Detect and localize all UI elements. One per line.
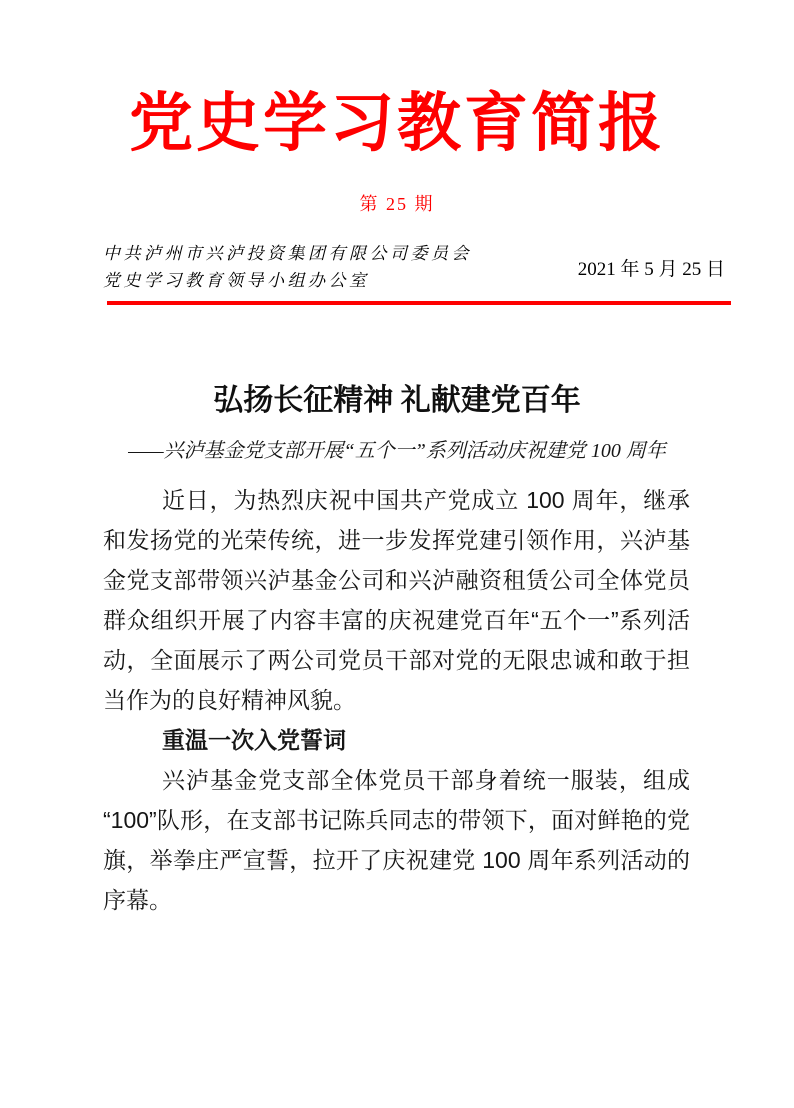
- paragraph-oath-ceremony: 兴泸基金党支部全体党员干部身着统一服装，组成“100”队形，在支部书记陈兵同志的带领下，面对鲜艳的党旗，举拳庄严宣誓，拉开了庆祝建党 100 周年系列活动的序幕。: [103, 767, 690, 913]
- section-heading-oath: 重温一次入党誓词: [162, 727, 346, 753]
- issue-number: 第 25 期: [359, 194, 435, 214]
- issuing-org: [103, 240, 472, 294]
- issuing-org-line-1: 中共泸州市兴泸投资集团有限公司委员会: [103, 244, 472, 263]
- paragraph-intro: 近日，为热烈庆祝中国共产党成立 100 周年，继承和发扬党的光荣传统，进一步发挥党建引领作用，兴泸基金党支部带领兴泸基金公司和兴泸融资租赁公司全体党员群众组织开展了内容丰富的庆祝建党百年“五个一”系列活动，全面展示了两公司党员干部对党的无限忠诚和敢于担当作为的良好精神风貌。: [103, 487, 690, 713]
- article-title: 弘扬长征精神 礼献建党百年: [213, 384, 581, 417]
- article-subtitle: ——兴泸基金党支部开展“五个一”系列活动庆祝建党 100 周年: [128, 440, 666, 462]
- issue-date: 2021 年 5 月 25 日: [577, 258, 725, 280]
- article: [0, 382, 794, 920]
- issuing-org-line-2: 党史学习教育领导小组办公室: [103, 271, 370, 290]
- bulletin-title: 党史学习教育简报: [129, 88, 665, 159]
- masthead-info-row: [103, 240, 725, 294]
- header-divider: [107, 301, 731, 305]
- article-body: [103, 480, 690, 920]
- masthead: [0, 0, 794, 305]
